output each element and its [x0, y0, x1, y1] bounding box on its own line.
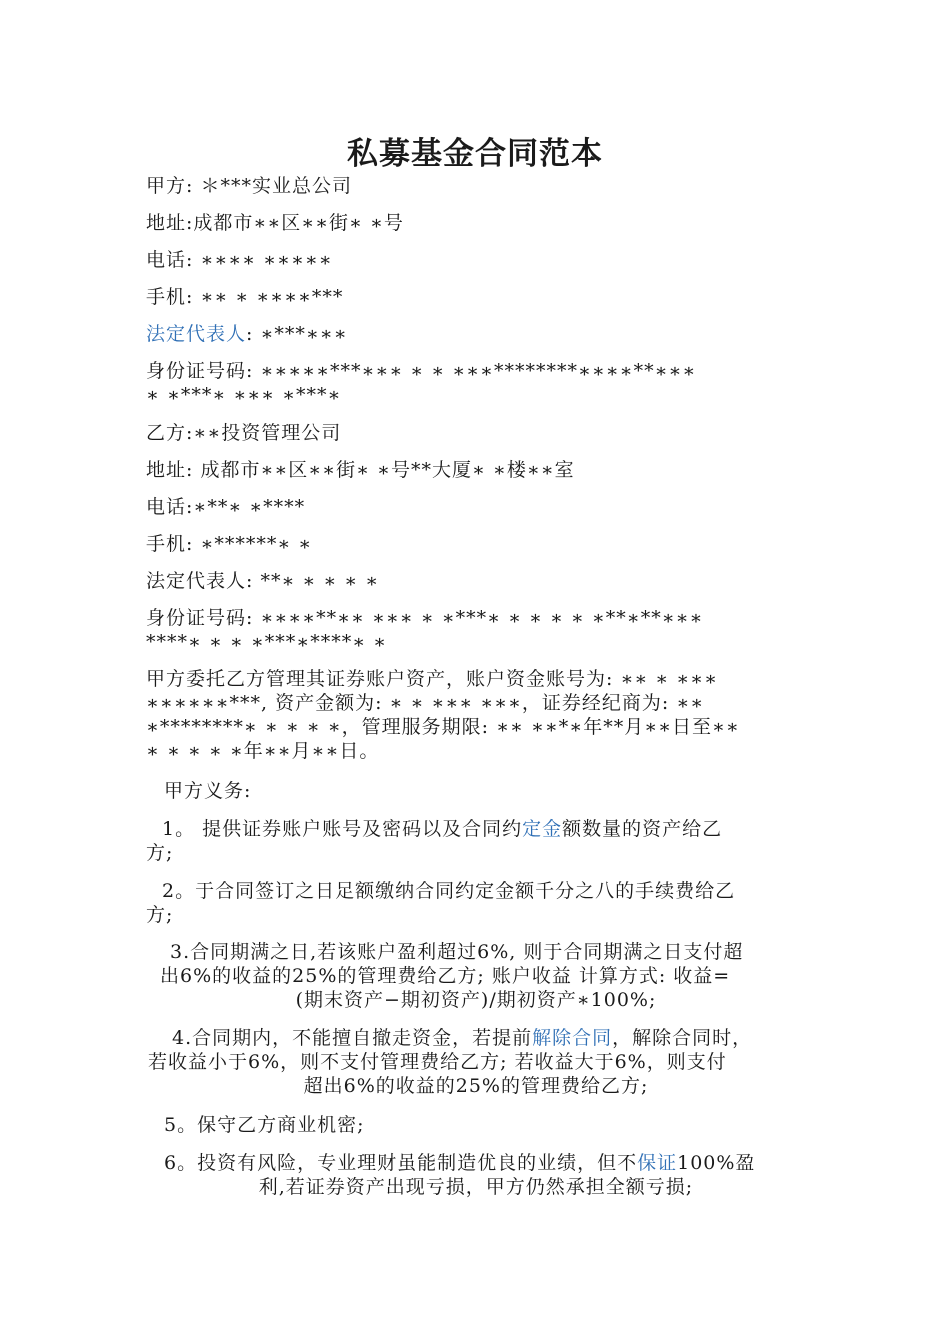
item-4-line-2: 若收益小于6%，则不支付管理费给乙方; 若收益大于6%，则支付	[148, 1051, 727, 1073]
entrust-line-2: ∗∗∗∗∗∗***, 资产金额为: ∗ ∗ ∗∗∗ ∗∗∗，证券经纪商为: ∗∗	[146, 692, 705, 714]
item-2-line-2: 方;	[146, 904, 174, 926]
party-b-id-line-1: 身份证号码: ∗∗∗∗**∗∗ ∗∗∗ ∗ ∗***∗ ∗ ∗ ∗ ∗ ∗**∗**∗∗∗	[146, 607, 704, 629]
legal-representative-link[interactable]: 法定代表人	[146, 323, 247, 345]
party-a-name: 甲方: ＊***实业总公司	[146, 175, 352, 197]
item-6-line-1	[164, 1151, 806, 1175]
item-1-line-2: 方;	[146, 842, 174, 864]
party-b-address: 地址: 成都市∗∗区∗∗街∗ ∗号**大厦∗ ∗楼∗∗室	[146, 459, 575, 481]
item-1-line-1	[162, 817, 806, 841]
item-4-line-1	[172, 1026, 806, 1050]
item-6-text: 6。投资有风险，专业理财虽能制造优良的业绩，但不	[164, 1152, 638, 1174]
item-3-line-3: (期末资产−期初资产)/期初资产∗100%;	[295, 989, 657, 1011]
item-1-text-cont: 额数量的资产给乙	[562, 818, 723, 840]
item-6-line-2: 利,若证券资产出现亏损，甲方仍然承担全额亏损;	[258, 1176, 694, 1198]
deposit-link[interactable]: 定金	[522, 818, 563, 840]
item-3-line-1: 3.合同期满之日,若该账户盈利超过6%, 则于合同期满之日支付超	[170, 941, 744, 963]
party-a-legal-rep	[146, 322, 806, 346]
party-b-id-line-2: ****∗ ∗ ∗ ∗***∗****∗ ∗	[146, 631, 388, 653]
party-a-id-line-1: 身份证号码: ∗∗∗∗∗***∗∗∗ ∗ ∗ ∗∗∗********∗∗∗∗**∗∗∗	[146, 360, 697, 382]
item-2-line-1: 2。于合同签订之日足额缴纳合同约定金额千分之八的手续费给乙	[162, 880, 736, 902]
party-b-mobile: 手机: ∗******∗ ∗	[146, 533, 313, 555]
item-4-text-cont: ，解除合同时，	[612, 1027, 753, 1049]
party-a-address: 地址:成都市∗∗区∗∗街∗ ∗号	[146, 212, 404, 234]
duties-heading: 甲方义务:	[164, 780, 252, 802]
item-3-line-2: 出6%的收益的25%的管理费给乙方; 账户收益 计算方式: 收益=	[160, 965, 731, 987]
party-b-phone: 电话:∗**∗ ∗****	[146, 496, 306, 518]
party-b-legal-rep: 法定代表人: **∗ ∗ ∗ ∗ ∗	[146, 570, 380, 592]
party-a-legal-rep-value: : ∗***∗∗∗	[246, 323, 348, 345]
entrust-line-1: 甲方委托乙方管理其证券账户资产，账户资金账号为: ∗∗ ∗ ∗∗∗	[146, 668, 719, 690]
page-title: 私募基金合同范本	[347, 136, 603, 172]
item-4-text: 4.合同期内，不能擅自撤走资金，若提前	[172, 1027, 533, 1049]
guarantee-link[interactable]: 保证	[637, 1152, 678, 1174]
party-a-id-line-2: ∗ ∗***∗ ∗∗∗ ∗***∗	[146, 384, 342, 406]
party-b-name: 乙方:∗∗投资管理公司	[146, 422, 342, 444]
party-a-phone: 电话: ∗∗∗∗ ∗∗∗∗∗	[146, 249, 333, 271]
item-1-text: 1。 提供证券账户账号及密码以及合同约	[162, 818, 523, 840]
entrust-line-3: ∗********∗ ∗ ∗ ∗ ∗，管理服务期限: ∗∗ ∗∗*∗年**月∗∗日至∗∗	[146, 716, 740, 738]
party-a-mobile: 手机: ∗∗ ∗ ∗∗∗∗***	[146, 286, 344, 308]
item-4-line-3: 超出6%的收益的25%的管理费给乙方;	[303, 1075, 649, 1097]
terminate-contract-link[interactable]: 解除合同	[532, 1027, 613, 1049]
entrust-line-4: ∗ ∗ ∗ ∗ ∗年∗∗月∗∗日。	[146, 740, 380, 762]
item-6-text-cont: 100%盈	[677, 1152, 756, 1174]
item-5-line-1: 5。保守乙方商业机密;	[164, 1114, 365, 1136]
